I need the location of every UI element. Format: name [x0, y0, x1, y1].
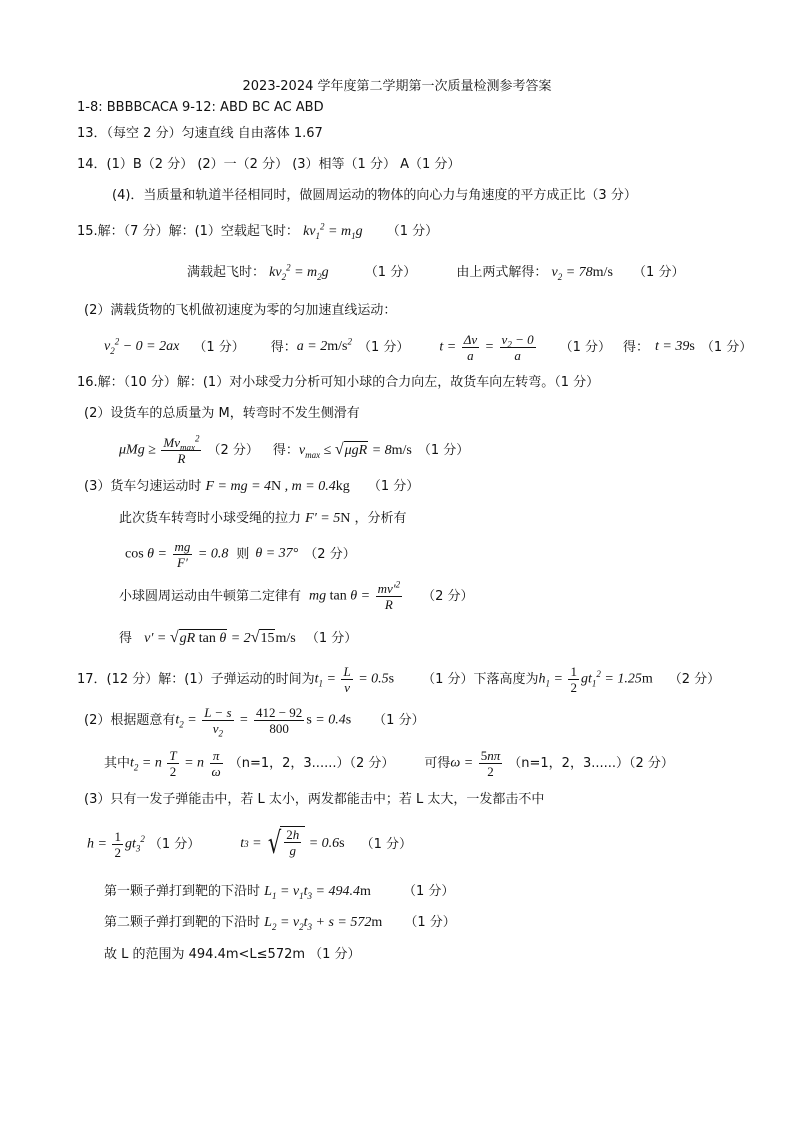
q17-line-8: 故 L 的范围为 494.4m<L≤572m （1 分）	[104, 947, 361, 962]
score: （2 分）	[422, 588, 474, 604]
label-can-get: 可得	[424, 755, 451, 771]
label-condition: (2）根据题意有	[84, 712, 176, 728]
formula-L2: $L_2 = v_2t_3 + s = 572m$	[264, 915, 383, 932]
score: （1 分）	[386, 224, 439, 239]
score: （n=1，2，3......）（2 分）	[508, 755, 674, 771]
score: （1 分）	[305, 631, 358, 646]
score: （1 分）	[373, 712, 425, 728]
formula-omega: ω = $\frac{5n\pi}{2}$	[450, 747, 501, 779]
q17-line-7	[104, 916, 456, 930]
q16-line-1: 16.解：（10 分）解：(1）对小球受力分析可知小球的合力向左，故货车向左转弯。（1 分）	[77, 375, 600, 390]
score: （1 分）	[193, 339, 245, 355]
q17-line-2	[84, 702, 425, 738]
label-then: 则	[236, 546, 250, 562]
score: （1 分）	[148, 836, 201, 852]
formula-t-result: t = 39s	[655, 339, 695, 354]
score: （1 分）	[404, 915, 456, 930]
formula-vprime: v′ = √gR tan θ = 2√15m/s	[144, 629, 296, 646]
formula-h: h = $\frac{1}{2}$ $gt_3^2$	[87, 828, 145, 860]
label-get: 得：	[623, 339, 650, 355]
score: （n=1，2，3......）（2 分）	[228, 755, 395, 771]
formula-t1: $t_1$ = $\frac{L}{v}$ = 0.5s	[314, 663, 395, 695]
q16-line-7	[119, 578, 474, 614]
answer-row-14: 14．(1）B（2 分） (2）一（2 分） (3）相等（1 分） A（1 分）	[77, 157, 461, 172]
q17-line-3	[104, 745, 674, 781]
q16-line-6	[125, 536, 356, 572]
label-newton: 小球圆周运动由牛顿第二定律有	[119, 588, 302, 604]
formula-h1: $h_1$ = $\frac{1}{2}$ $gt_1^2 = 1.25m$	[538, 663, 653, 695]
formula-t2: $t_2$ = $\frac{L - s}{v_2}$ = $\frac{412 - 92}{800}$ s = 0.4s	[175, 704, 352, 739]
q15-line-1	[77, 221, 439, 241]
label-get: 得：	[270, 339, 297, 355]
label-full-takeoff: 满载起飞时：	[187, 265, 266, 280]
label-get: 得	[119, 631, 133, 646]
q17-intro: 17．(12 分）解：(1）子弹运动的时间为	[77, 671, 315, 687]
q16-line-3	[119, 432, 469, 468]
score: （1 分）	[403, 884, 455, 899]
score: （1 分）	[417, 442, 470, 458]
q17-line-6	[104, 885, 454, 899]
q16-line-4	[84, 480, 419, 494]
formula-full-takeoff: $kv_2^2 = m_2g$	[269, 262, 329, 282]
formula-tension: F′ = 5N	[305, 511, 351, 526]
q16-3-intro: (3）货车匀速运动时	[84, 479, 202, 494]
formula-cos: cos θ = $\frac{mg}{F'}$ = 0.8	[125, 538, 229, 570]
q15-line-3: (2）满载货物的飞机做初速度为零的匀加速直线运动：	[84, 303, 397, 318]
formula-newton: mg tan θ = $\frac{mv'^2}{R}$	[309, 579, 401, 612]
q16-line-5	[119, 512, 407, 526]
q16-line-8	[119, 630, 357, 646]
formula-friction: μMg ≥ $\frac{Mv_{max}^2}{R}$	[119, 433, 200, 466]
label-drop: （1 分）下落高度为	[422, 671, 539, 687]
formula-empty-takeoff: $kv_1^2 = m_1g$	[303, 221, 363, 241]
score: （1 分）	[559, 339, 612, 355]
q17-line-5	[87, 824, 412, 864]
score: （1 分）	[357, 339, 410, 355]
score: （2 分）	[668, 671, 721, 687]
label-get: 得：	[272, 442, 299, 458]
answer-row-14-4: (4)．当质量和轨道半径相同时，做圆周运动的物体的向心力与角速度的平方成正比（3 分）	[112, 188, 637, 203]
formula-time: t = $\frac{\Delta v}{a}$ = $\frac{v_2 - 0}{a}$	[439, 331, 534, 363]
q15-intro: 15.解：（7 分）解：(1）空载起飞时：	[77, 224, 299, 239]
formula-L1: $L_1 = v_1t_3 = 494.4m$	[264, 884, 371, 901]
score: （1 分）	[360, 836, 413, 852]
label-solve: 由上两式解得：	[456, 265, 548, 280]
score: （1 分）	[700, 339, 753, 355]
label-where: 其中	[104, 755, 131, 771]
page-title: 2023-2024 学年度第二学期第一次质量检测参考答案	[242, 79, 552, 94]
formula-theta: θ = 37°	[255, 546, 299, 561]
q15-line-2	[187, 262, 685, 282]
answer-row-1-12: 1-8: BBBBCACA 9-12: ABD BC AC ABD	[77, 100, 324, 115]
q17-line-4: (3）只有一发子弹能击中，若 L 太小，两发都能击中；若 L 太大，一发都击不中	[84, 792, 545, 807]
label-second-bullet: 第二颗子弹打到靶的下沿时	[104, 915, 261, 930]
formula-t2-period: $t_2 = n$ $\frac{T}{2}$ = n $\frac{\pi}{\omega}$	[130, 747, 221, 779]
formula-v2: $v_2 = 78m/s$	[551, 265, 613, 282]
label-tension: 此次货车转弯时小球受绳的拉力	[119, 511, 302, 526]
score: （2 分）	[304, 546, 356, 562]
formula-uniform: F = mg = 4N , m = 0.4kg	[205, 479, 350, 494]
score: （1 分）	[364, 265, 417, 280]
score: （2 分）	[207, 442, 259, 458]
q17-line-1	[77, 661, 720, 697]
score: （1 分）	[633, 265, 685, 280]
label-first-bullet: 第一颗子弹打到靶的下沿时	[104, 884, 261, 899]
formula-acceleration: $a = 2m/s^2$	[296, 336, 352, 354]
formula-t3: t 3 = √ $\frac{2h}{g}$ = 0.6 s	[240, 826, 345, 861]
answer-row-13: 13．（每空 2 分）匀速直线 自由落体 1.67	[77, 126, 323, 141]
q15-line-4	[104, 331, 752, 363]
formula-kinematics: $v_2^2 - 0 = 2ax$	[104, 336, 180, 356]
q16-line-2: (2）设货车的总质量为 M，转弯时不发生侧滑有	[84, 406, 360, 421]
score: （1 分）	[367, 479, 420, 494]
formula-vmax: $v_{max} \le √\mu gR = 8m/s$	[298, 441, 412, 460]
label-analysis: ，分析有	[354, 511, 407, 526]
